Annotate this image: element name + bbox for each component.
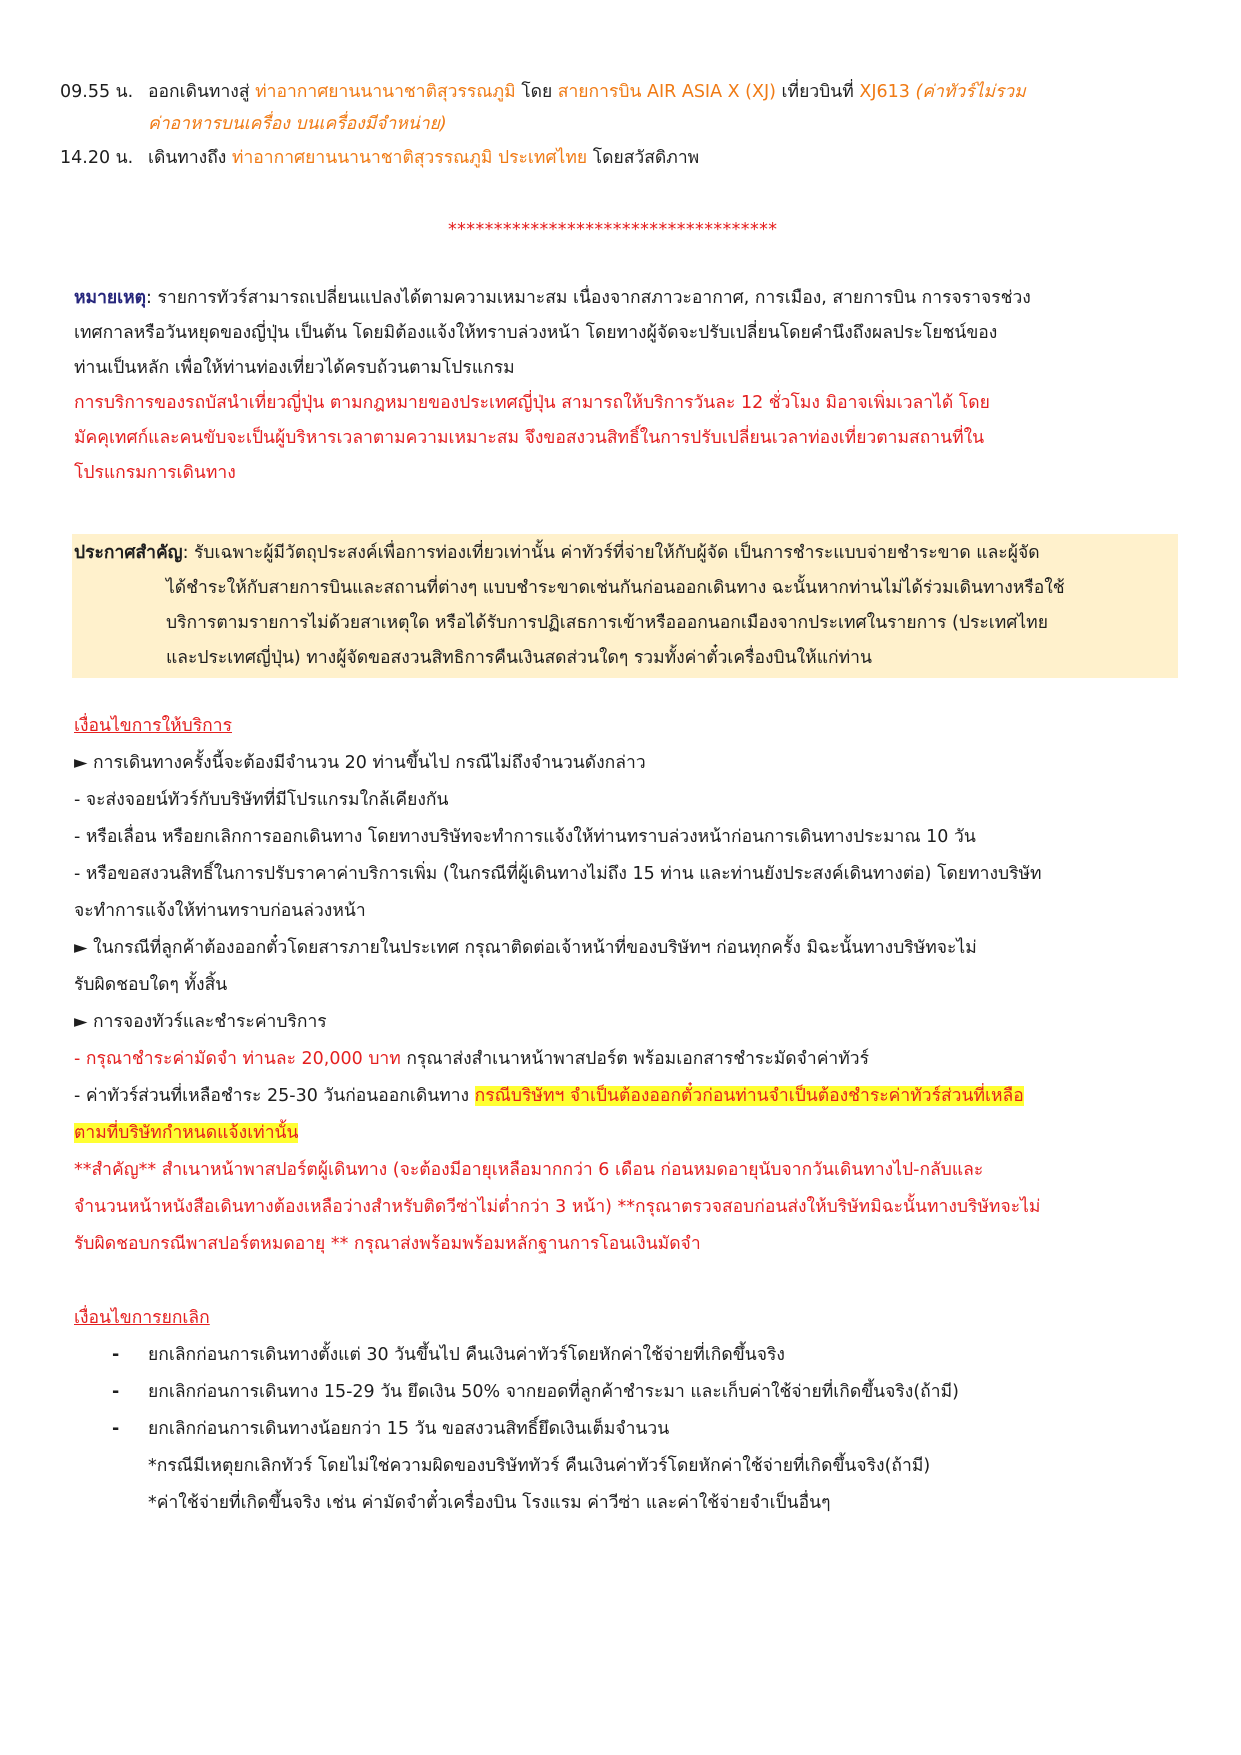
text-segment: เดินทางถึง xyxy=(148,148,232,168)
flight-out-time: 09.55 น. xyxy=(60,82,134,102)
text-segment: หมายเหตุ xyxy=(74,288,147,308)
cancel-item: ยกเลิกก่อนการเดินทาง 15-29 วัน ยึดเงิน 50% จากยอดที่ลูกค้าชำระมา และเก็บค่าใช้จ่ายที่เกิดขึ้นจริง(ถ้ามี) xyxy=(148,1382,959,1402)
remark-line xyxy=(74,420,984,456)
text-segment: ท่าอากาศยานนานาชาติสุวรรณภูมิ ประเทศไทย xyxy=(231,148,588,168)
text-segment: บริการตามรายการไม่ด้วยสาเหตุใด หรือได้รับการปฏิเสธการเข้าหรือออกนอกเมืองจากประเทศในรายการ (ประเทศไทย xyxy=(166,613,1048,633)
arrival-time: 14.20 น. xyxy=(60,148,134,168)
text-segment: - หรือเลื่อน หรือยกเลิกการออกเดินทาง โดยทางบริษัทจะทำการแจ้งให้ท่านทราบล่วงหน้าก่อนการเดินทางประมาณ 10 วัน xyxy=(74,827,976,847)
text-segment: และประเทศญี่ปุ่น) ทางผู้จัดขอสงวนสิทธิการคืนเงินสดส่วนใดๆ รวมทั้งค่าตั๋วเครื่องบินให้แก่ท่าน xyxy=(166,648,872,668)
flight-out-line xyxy=(148,74,1026,110)
text-segment: ตามที่บริษัทกำหนดแจ้งเท่านั้น xyxy=(74,1123,299,1143)
text-segment: ประกาศสำคัญ xyxy=(74,543,183,563)
service-line xyxy=(74,1115,298,1151)
service-line xyxy=(74,1152,983,1188)
notice-line xyxy=(166,640,872,676)
service-line xyxy=(74,1226,701,1262)
service-line xyxy=(74,967,227,1003)
text-segment: โดย xyxy=(515,82,558,102)
flight-out-line xyxy=(148,106,447,142)
text-segment: เที่ยวบินที่ xyxy=(775,82,860,102)
text-segment: - หรือขอสงวนสิทธิ์ในการปรับราคาค่าบริการเพิ่ม (ในกรณีที่ผู้เดินทางไม่ถึง 15 ท่าน และท่านยังประสงค์เดินทางต่อ) โดยทางบริษัท xyxy=(74,864,1042,884)
cancel-item: ยกเลิกก่อนการเดินทางน้อยกว่า 15 วัน ขอสงวนสิทธิ์ยึดเงินเต็มจำนวน xyxy=(148,1419,670,1439)
cancel-conditions-heading: เงื่อนไขการยกเลิก xyxy=(74,1308,210,1328)
text-segment: ► การจองทัวร์และชำระค่าบริการ xyxy=(74,1012,327,1032)
text-segment: จำนวนหน้าหนังสือเดินทางต้องเหลือว่างสำหรับติดวีซ่าไม่ต่ำกว่า 3 หน้า) **กรุณาตรวจสอบก่อนส่งให้บริษัทมิฉะนั้นทางบริษัทจะไม่ xyxy=(74,1197,1041,1217)
bullet-dash: - xyxy=(112,1419,120,1439)
notice-line xyxy=(166,605,1048,641)
text-segment: ได้ชำระให้กับสายการบินและสถานที่ต่างๆ แบบชำระขาดเช่นกันก่อนออกเดินทาง ฉะนั้นหากท่านไม่ได้ร่วมเดินทางหรือใช้ xyxy=(166,578,1065,598)
remark-line xyxy=(74,455,236,491)
service-line xyxy=(74,1004,327,1040)
service-line xyxy=(74,856,1042,892)
text-segment: กรณีบริษัทฯ จำเป็นต้องออกตั๋วก่อนท่านจำเป็นต้องชำระค่าทัวร์ส่วนที่เหลือ xyxy=(474,1086,1024,1106)
text-segment: มัคคุเทศก์และคนขับจะเป็นผู้บริหารเวลาตามความเหมาะสม จึงขอสงวนสิทธิ์ในการปรับเปลี่ยนเวลาท่องเที่ยวตามสถานที่ใน xyxy=(74,428,985,448)
notice-line xyxy=(74,535,1040,571)
cancel-note: *ค่าใช้จ่ายที่เกิดขึ้นจริง เช่น ค่ามัดจำตั๋วเครื่องบิน โรงแรม ค่าวีซ่า และค่าใช้จ่ายจำเป็นอื่นๆ xyxy=(148,1493,831,1513)
text-segment: ► การเดินทางครั้งนี้จะต้องมีจำนวน 20 ท่านขึ้นไป กรณีไม่ถึงจำนวนดังกล่าว xyxy=(74,753,646,773)
text-segment: ► ในกรณีที่ลูกค้าต้องออกตั๋วโดยสารภายในประเทศ กรุณาติดต่อเจ้าหน้าที่ของบริษัทฯ ก่อนทุกครั้ง มิฉะนั้นทางบริษัทจะไม่ xyxy=(74,938,977,958)
text-segment: - ค่าทัวร์ส่วนที่เหลือชำระ 25-30 วันก่อนออกเดินทาง xyxy=(74,1086,475,1106)
service-line xyxy=(74,930,977,966)
text-segment: รับผิดชอบใดๆ ทั้งสิ้น xyxy=(74,975,228,995)
service-line xyxy=(74,1041,869,1077)
remark-line xyxy=(74,315,997,351)
remark-line xyxy=(74,385,990,421)
text-segment: ออกเดินทางสู่ xyxy=(148,82,256,102)
text-segment: สายการบิน AIR ASIA X (XJ) xyxy=(557,82,776,102)
cancel-note: *กรณีมีเหตุยกเลิกทัวร์ โดยไม่ใช่ความผิดของบริษัททัวร์ คืนเงินค่าทัวร์โดยหักค่าใช้จ่ายที่เกิดขึ้นจริง(ถ้ามี) xyxy=(148,1456,931,1476)
text-segment: ค่าอาหารบนเครื่อง บนเครื่องมีจำหน่าย) xyxy=(148,114,447,134)
text-segment: XJ613 xyxy=(859,82,916,102)
arrival-line xyxy=(148,140,699,176)
text-segment: - กรุณาชำระค่ามัดจำ ท่านละ 20,000 บาท xyxy=(74,1049,401,1069)
text-segment: - จะส่งจอยน์ทัวร์กับบริษัทที่มีโปรแกรมใกล้เคียงกัน xyxy=(74,790,449,810)
text-segment: ท่านเป็นหลัก เพื่อให้ท่านท่องเที่ยวได้ครบถ้วนตามโปรแกรม xyxy=(74,358,515,378)
text-segment: รับผิดชอบกรณีพาสปอร์ตหมดอายุ ** กรุณาส่งพร้อมพร้อมหลักฐานการโอนเงินมัดจำ xyxy=(74,1234,701,1254)
text-segment: : รายการทัวร์สามารถเปลี่ยนแปลงได้ตามความเหมาะสม เนื่องจากสภาวะอากาศ, การเมือง, สายการบิน การจราจรช่วง xyxy=(146,288,1031,308)
remark-line xyxy=(74,280,1031,316)
text-segment: **สำคัญ** สำเนาหน้าพาสปอร์ตผู้เดินทาง (จะต้องมีอายุเหลือมากกว่า 6 เดือน ก่อนหมดอายุนับจากวันเดินทางไป-กลับและ xyxy=(74,1160,984,1180)
bullet-dash: - xyxy=(112,1382,120,1402)
remark-line xyxy=(74,350,515,386)
text-segment: : รับเฉพาะผู้มีวัตถุประสงค์เพื่อการท่องเที่ยวเท่านั้น ค่าทัวร์ที่จ่ายให้กับผู้จัด เป็นการชำระแบบจ่ายชำระขาด และผู้จัด xyxy=(182,543,1040,563)
text-segment: เทศกาลหรือวันหยุดของญี่ปุ่น เป็นต้น โดยมิต้องแจ้งให้ทราบล่วงหน้า โดยทางผู้จัดจะปรับเปลี่ยนโดยคำนึงถึงผลประโยชน์ของ xyxy=(74,323,998,343)
service-line xyxy=(74,1189,1040,1225)
cancel-item: ยกเลิกก่อนการเดินทางตั้งแต่ 30 วันขึ้นไป คืนเงินค่าทัวร์โดยหักค่าใช้จ่ายที่เกิดขึ้นจริง xyxy=(148,1345,785,1365)
text-segment: การบริการของรถบัสนำเที่ยวญี่ปุ่น ตามกฎหมายของประเทศญี่ปุ่น สามารถให้บริการวันละ 12 ชั่วโมง มิอาจเพิ่มเวลาได้ โดย xyxy=(74,393,990,413)
service-line xyxy=(74,893,366,929)
text-segment: ท่าอากาศยานนานาชาติสุวรรณภูมิ xyxy=(255,82,516,102)
text-segment: กรุณาส่งสำเนาหน้าพาสปอร์ต พร้อมเอกสารชำระมัดจำค่าทัวร์ xyxy=(400,1049,869,1069)
bullet-dash: - xyxy=(112,1345,120,1365)
service-line xyxy=(74,745,646,781)
text-segment: จะทำการแจ้งให้ท่านทราบก่อนล่วงหน้า xyxy=(74,901,366,921)
text-segment: (ค่าทัวร์ไม่รวม xyxy=(915,82,1026,102)
service-line xyxy=(74,1078,1024,1114)
service-line xyxy=(74,782,448,818)
service-line xyxy=(74,819,976,855)
text-segment: โดยสวัสดิภาพ xyxy=(587,148,700,168)
notice-line xyxy=(166,570,1065,606)
section-divider: ************************************ xyxy=(448,220,778,240)
service-conditions-heading: เงื่อนไขการให้บริการ xyxy=(74,716,232,736)
text-segment: โปรแกรมการเดินทาง xyxy=(74,463,236,483)
